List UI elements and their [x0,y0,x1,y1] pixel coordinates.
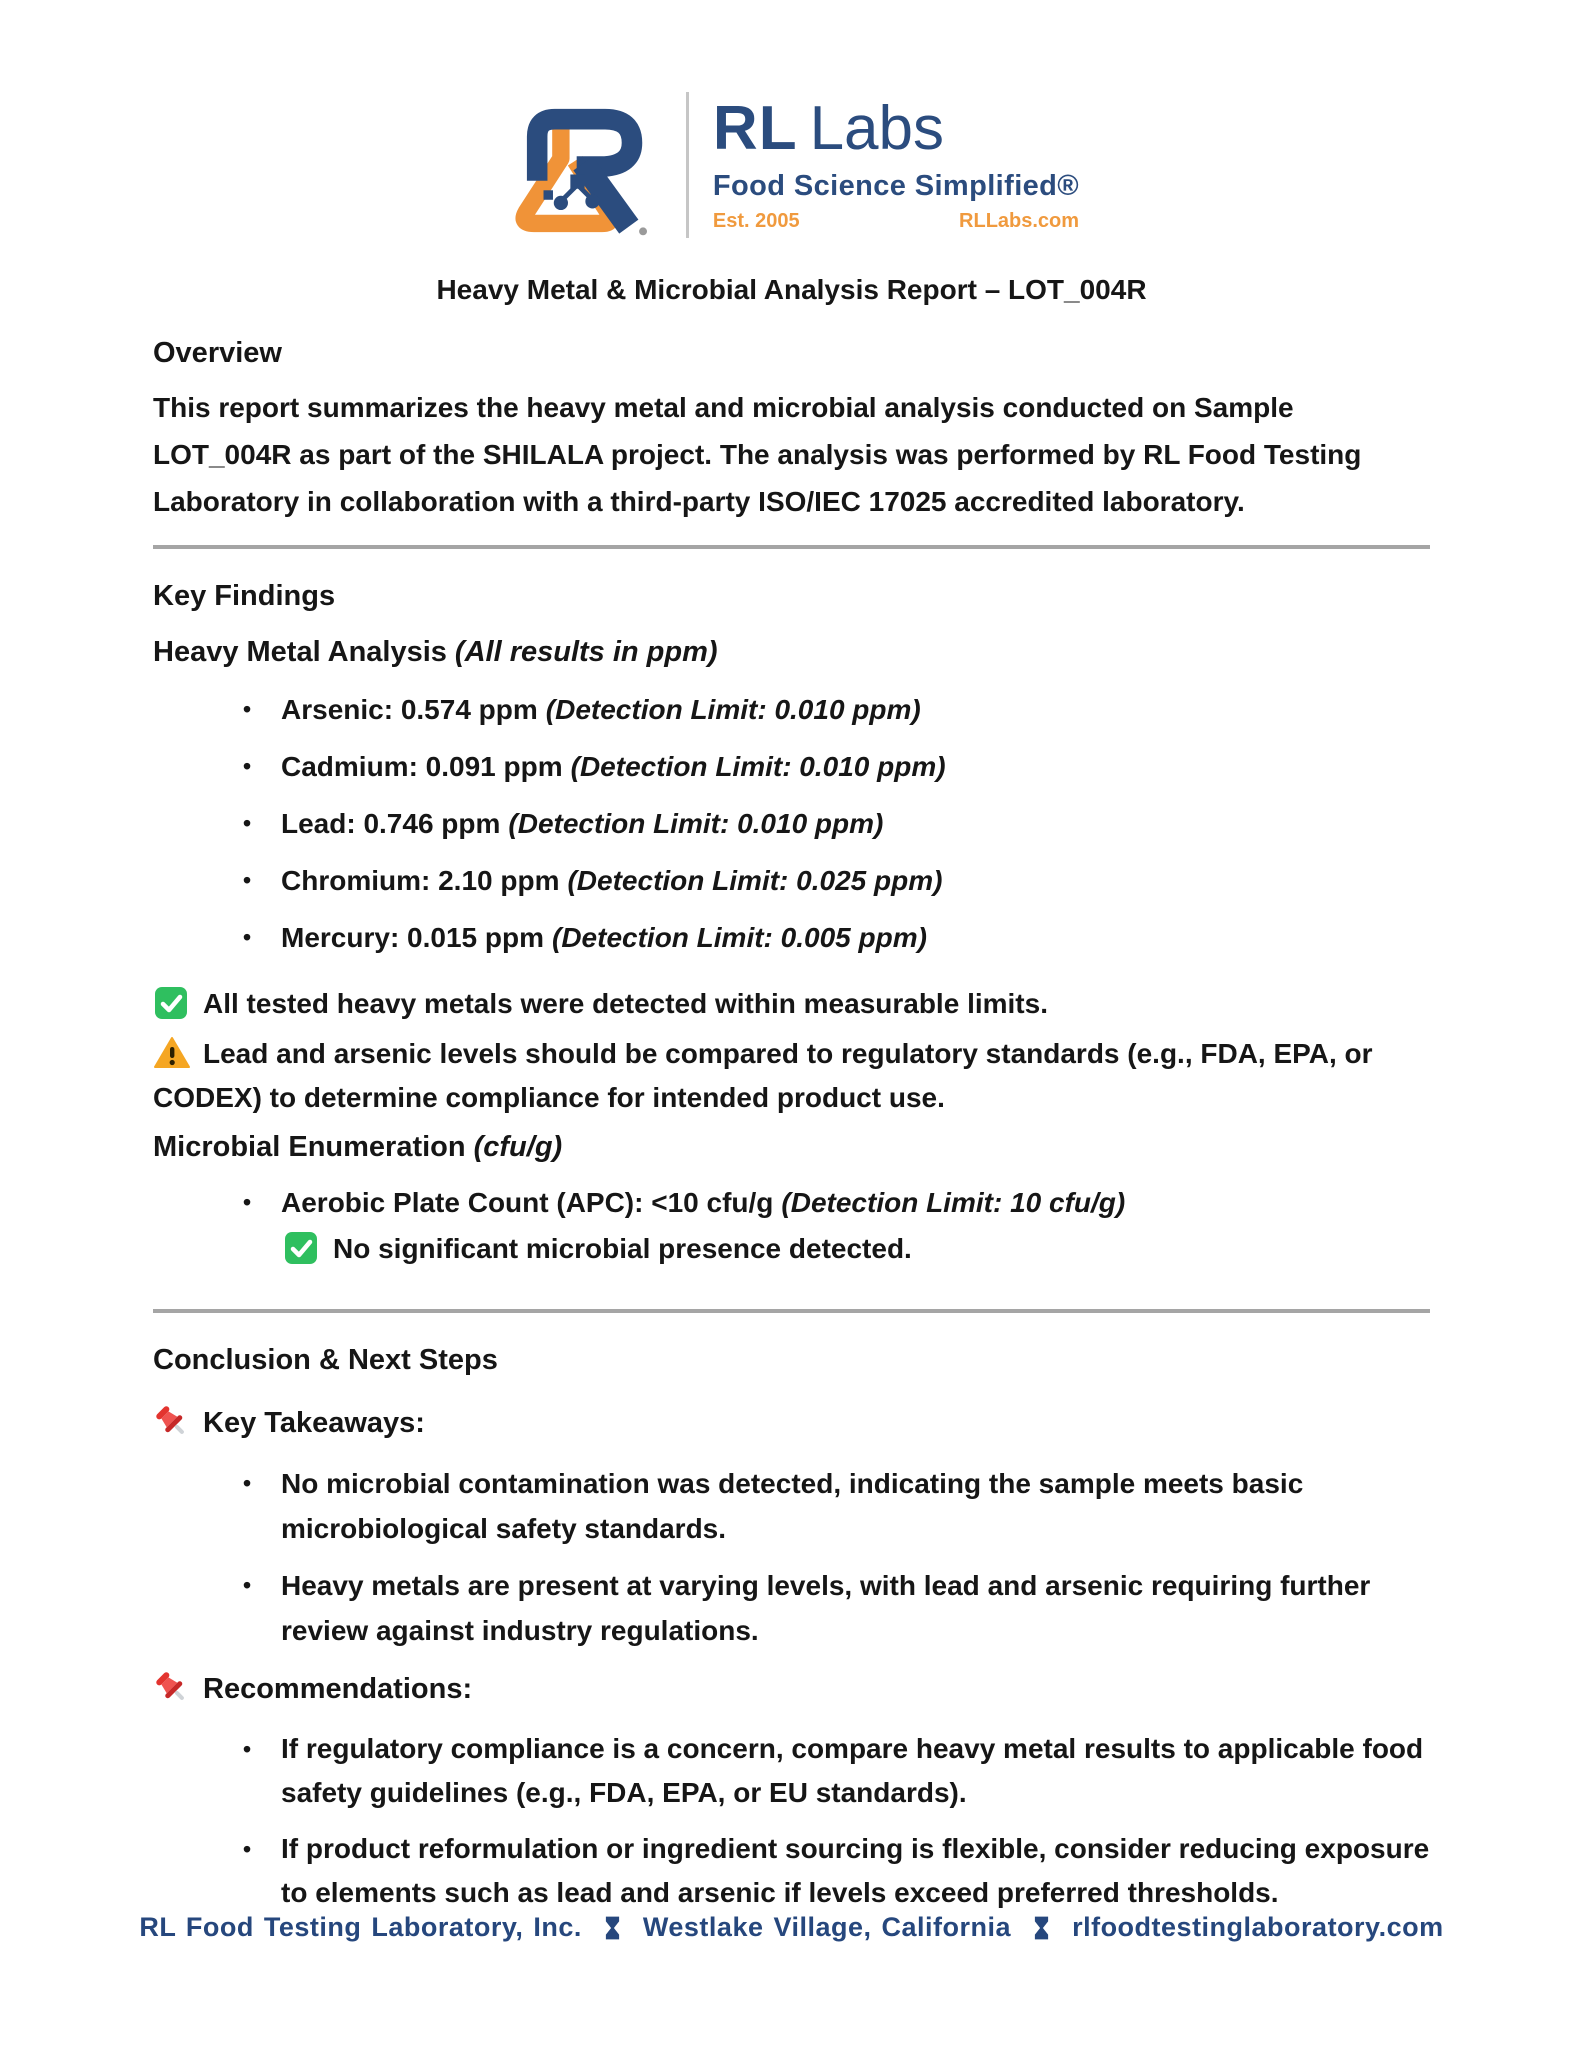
bullet-icon: • [243,1189,252,1215]
detection-limit: (Detection Limit: 0.005 ppm) [552,922,927,953]
microbial-pass-text: No significant microbial presence detected. [333,1233,912,1264]
metal-result: Arsenic: 0.574 ppm [281,694,538,725]
recommendations-list [153,1727,1430,1915]
report-body [0,334,1583,1915]
warning-status-line [153,1032,1430,1120]
microbial-result: Aerobic Plate Count (APC): <10 cfu/g [281,1187,774,1218]
brand-meta [713,210,1079,233]
bullet-icon: • [243,1836,252,1862]
list-item [153,744,1430,789]
footer-website: rlfoodtestinglaboratory.com [1072,1912,1444,1942]
bullet-icon: • [243,753,252,779]
list-item [153,801,1430,846]
list-item-text: No microbial contamination was detected, indicating the sample meets basic microbiological safety standards. [281,1468,1304,1544]
footer-location: Westlake Village, California [642,1912,1012,1942]
list-item-text [281,915,927,960]
pushpin-icon [153,1403,191,1441]
key-takeaways-heading [153,1401,1430,1445]
bullet-icon: • [243,924,252,950]
microbial-heading-note: (cfu/g) [473,1131,563,1163]
logo-divider [686,92,689,238]
list-item [153,1180,1430,1225]
pushpin-icon [153,1669,191,1707]
list-item [153,1827,1430,1915]
key-takeaways-label: Key Takeaways: [203,1407,425,1439]
bullet-icon: • [243,810,252,836]
list-item-text [281,687,921,732]
overview-paragraph: This report summarizes the heavy metal and microbial analysis conducted on Sample LOT_004R as part of the SHILALA project. The analysis was performed by RL Food Testing Laboratory in collaboration with a third-party ISO/IEC 17025 accredited laboratory. [153,392,1362,517]
warning-icon [153,1035,191,1071]
pass-status-line [153,982,1430,1026]
list-item-text [281,744,946,789]
overview-heading: Overview [153,337,282,369]
check-icon [283,1230,319,1266]
microbial-list [153,1180,1430,1225]
heavy-metal-heading [153,633,1430,671]
footer-company: RL Food Testing Laboratory, Inc. [139,1912,582,1942]
section-divider [153,545,1430,549]
metal-result: Mercury: 0.015 ppm [281,922,544,953]
rl-labs-flask-logo-icon [504,86,662,244]
list-item [153,915,1430,960]
takeaways-list [153,1461,1430,1653]
bullet-icon: • [243,867,252,893]
metal-result: Lead: 0.746 ppm [281,808,501,839]
page-footer [0,1912,1583,1943]
metal-result: Cadmium: 0.091 ppm [281,751,563,782]
hourglass-icon [1033,1915,1050,1941]
brand-established: Est. 2005 [712,210,800,233]
list-item-text: If product reformulation or ingredient sourcing is flexible, consider reducing exposure to elements such as lead and arsenic if levels exceed preferred thresholds. [281,1833,1430,1908]
brand-website: RLLabs.com [959,210,1080,233]
heavy-metal-list [153,687,1430,960]
detection-limit: (Detection Limit: 10 cfu/g) [781,1187,1126,1218]
heavy-metal-heading-note: (All results in ppm) [454,636,718,668]
logo [0,0,1583,244]
bullet-icon: • [243,1736,252,1762]
detection-limit: (Detection Limit: 0.010 ppm) [570,751,946,782]
brand-tagline: Food Science Simplified® [712,170,1080,203]
heavy-metal-heading-label: Heavy Metal Analysis [153,636,447,668]
list-item [153,858,1430,903]
microbial-heading [153,1128,1430,1166]
warning-status-text: Lead and arsenic levels should be compared to regulatory standards (e.g., FDA, EPA, or CODEX) to determine compliance for intended product use. [153,1038,1373,1113]
conclusion-heading: Conclusion & Next Steps [153,1344,498,1376]
bullet-icon: • [243,696,252,722]
list-item-text [281,858,942,903]
section-divider [153,1309,1430,1313]
microbial-pass-line [283,1227,1430,1271]
bullet-icon: • [243,1572,252,1598]
list-item [153,1461,1430,1551]
microbial-heading-label: Microbial Enumeration [153,1131,466,1163]
key-findings-heading: Key Findings [153,580,336,612]
bullet-icon: • [243,1470,252,1496]
list-item [153,1727,1430,1815]
pass-status-text: All tested heavy metals were detected within measurable limits. [203,988,1048,1019]
page-title: Heavy Metal & Microbial Analysis Report – LOT_004R [436,274,1147,305]
list-item-text [281,801,883,846]
brand-name-rl: RL [712,93,798,163]
brand-name-labs: Labs [809,93,945,163]
check-icon [153,985,189,1021]
metal-result: Chromium: 2.10 ppm [281,865,560,896]
hourglass-icon [604,1915,621,1941]
recommendations-heading [153,1667,1430,1711]
detection-limit: (Detection Limit: 0.025 ppm) [567,865,943,896]
brand-name [712,93,1079,163]
list-item-text: Heavy metals are present at varying levels, with lead and arsenic requiring further review against industry regulations. [281,1570,1371,1646]
detection-limit: (Detection Limit: 0.010 ppm) [545,694,921,725]
list-item-text [281,1180,1125,1225]
list-item-text: If regulatory compliance is a concern, compare heavy metal results to applicable food safety guidelines (e.g., FDA, EPA, or EU standards). [281,1733,1424,1808]
list-item [153,1563,1430,1653]
list-item [153,687,1430,732]
recommendations-label: Recommendations: [203,1673,473,1705]
logo-text [712,93,1080,233]
detection-limit: (Detection Limit: 0.010 ppm) [508,808,884,839]
